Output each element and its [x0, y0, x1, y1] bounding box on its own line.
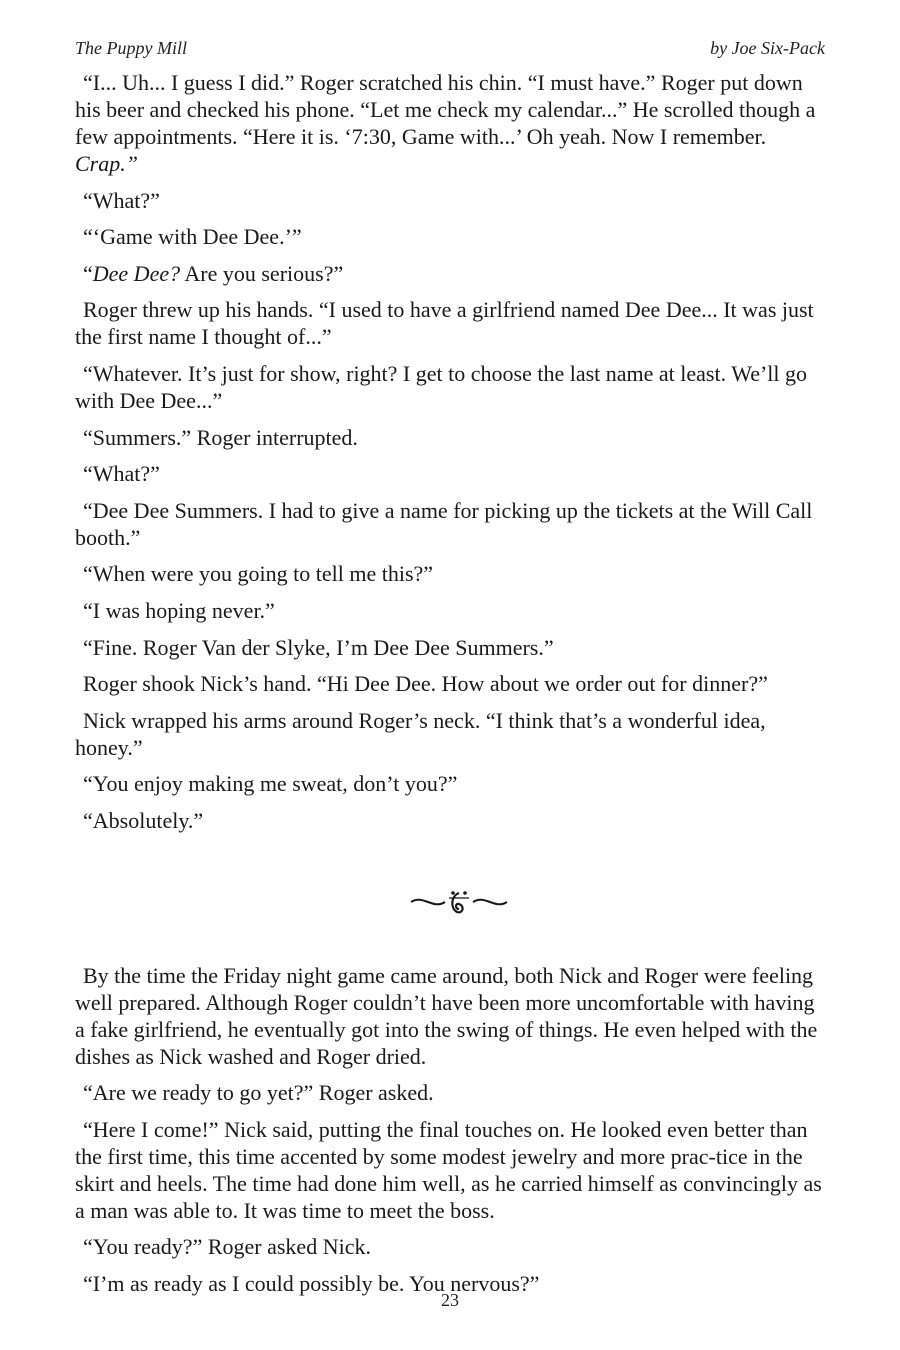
page-number: 23 [441, 1290, 459, 1310]
paragraph [75, 707, 827, 761]
paragraph [75, 560, 827, 587]
paragraph [75, 634, 827, 661]
paragraph-text: “What?” [83, 187, 160, 213]
paragraph [75, 770, 827, 797]
paragraph-text: “Summers.” Roger interrupted. [83, 424, 358, 450]
book-title: The Puppy Mill [75, 38, 187, 58]
section-break-ornament [75, 844, 827, 962]
paragraph [75, 460, 827, 487]
paragraph-text: Nick wrapped his arms around Roger’s neck. “I think that’s a wonderful idea, honey.” [75, 707, 766, 760]
paragraph: “I’m as ready as I could possibly be. You nervous?” [83, 1270, 540, 1296]
paragraph [75, 497, 827, 551]
paragraph [75, 223, 827, 250]
author-name: by Joe Six-Pack [710, 38, 825, 58]
paragraph-text: “I was hoping never.” [83, 597, 275, 623]
running-header [75, 38, 825, 62]
italic-text: Dee Dee? [92, 260, 181, 286]
paragraph: By the time the Friday night game came around, both Nick and Roger were feeling well prepared. Although Roger couldn’t have been more uncomfortable with having a fake girlfriend, he eventually got into the swing of things. He even helped with the dishes as Nick washed and Roger dried. [75, 962, 818, 1069]
italic-text: Crap.” [75, 151, 138, 176]
body-text [75, 69, 827, 1306]
paragraph-text: “Fine. Roger Van der Slyke, I’m Dee Dee Summers.” [83, 634, 554, 660]
paragraph [75, 260, 827, 287]
paragraph-text: Roger shook Nick’s hand. “Hi Dee Dee. How about we order out for dinner?” [83, 671, 768, 697]
section-one [75, 69, 827, 834]
section-two [75, 962, 827, 1297]
paragraph [75, 597, 827, 624]
paragraph: “Here I come!” Nick said, putting the final touches on. He looked even better than the first time, this time accented by some modest jewelry and more prac-tice in the skirt and heels. The time had done him well, as he carried himself as convincingly as a man was able to. It was time to meet the boss. [75, 1116, 822, 1223]
paragraph-text: “What?” [83, 461, 160, 487]
paragraph [75, 670, 827, 697]
paragraph-text: “Dee Dee Summers. I had to give a name for picking up the tickets at the Will Call booth.” [75, 497, 813, 550]
paragraph: “You ready?” Roger asked Nick. [83, 1234, 371, 1260]
paragraph-text: “Absolutely.” [83, 807, 204, 833]
paragraph-text: “When were you going to tell me this?” [83, 561, 434, 587]
paragraph-text: “You enjoy making me sweat, don’t you?” [83, 771, 458, 797]
paragraph [75, 296, 827, 350]
paragraph-text: Roger threw up his hands. “I used to have a girlfriend named Dee Dee... It was just the first name I thought of...” [75, 297, 814, 350]
paragraph-text: Are you serious?” [180, 260, 344, 286]
paragraph-text: “Whatever. It’s just for show, right? I get to choose the last name at least. We’ll go with Dee Dee...” [75, 360, 808, 413]
paragraph: “Are we ready to go yet?” Roger asked. [83, 1080, 434, 1106]
flourish-icon [409, 888, 509, 916]
paragraph-text: “‘Game with Dee Dee.’” [83, 224, 302, 250]
paragraph-text: “I... Uh... I guess I did.” Roger scratched his chin. “I must have.” Roger put down his beer and checked his phone. “Let me check my calendar...” He scrolled though a few appointments. “Here it is. ‘7:30, Game with...’ Oh yeah. Now I remember. [75, 70, 816, 149]
paragraph [75, 360, 827, 414]
paragraph [75, 807, 827, 834]
paragraph-text: “ [83, 260, 93, 286]
paragraph [75, 187, 827, 214]
paragraph [75, 69, 827, 177]
paragraph [75, 424, 827, 451]
